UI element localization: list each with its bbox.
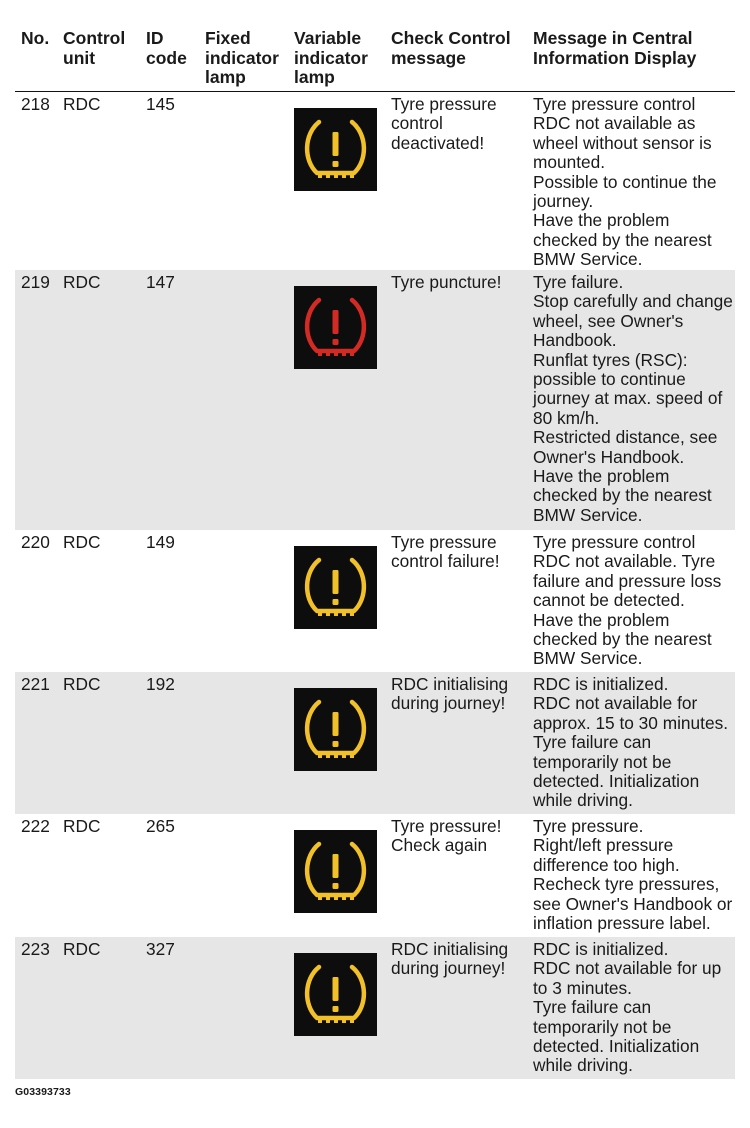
figure-code: G03393733	[15, 1086, 71, 1098]
text-line: cannot be detected.	[533, 590, 685, 611]
id-code: 327	[146, 939, 175, 959]
tyre-pressure-warning-icon	[294, 108, 377, 191]
text-line: Check again	[391, 835, 488, 856]
text-line: Tyre pressure	[391, 94, 497, 114]
header-variable-lamp: Variable indicator lamp	[294, 28, 368, 87]
text-line: checked by the nearest	[533, 485, 712, 506]
check-control-message	[391, 273, 531, 292]
indicator-table	[15, 0, 735, 1079]
text-line: inflation pressure label.	[533, 913, 711, 934]
text-line: Tyre puncture!	[391, 272, 502, 292]
table-row	[15, 672, 735, 814]
text-line: Restricted distance, see	[533, 427, 718, 448]
cid-message	[533, 533, 735, 669]
table-row	[15, 92, 735, 270]
text-line: control failure!	[391, 551, 500, 572]
text-line: deactivated!	[391, 132, 485, 153]
control-unit: RDC	[63, 272, 101, 292]
text-line: while driving.	[533, 1055, 633, 1076]
header-cid-message: Message in Central Information Display	[533, 28, 697, 68]
tyre-pressure-warning-icon	[294, 953, 377, 1036]
check-control-message	[391, 533, 531, 572]
text-line: Runflat tyres (RSC):	[533, 349, 688, 370]
text-line: difference too high.	[533, 854, 680, 875]
text-line: Tyre pressure	[391, 532, 497, 552]
check-control-message	[391, 95, 531, 153]
text-line: Tyre pressure!	[391, 816, 502, 836]
text-line: see Owner's Handbook or	[533, 893, 733, 914]
text-line: RDC initialising	[391, 939, 509, 959]
table-header	[15, 0, 735, 92]
text-line: Have the problem	[533, 466, 670, 487]
cid-message	[533, 940, 735, 1076]
table-row	[15, 937, 735, 1079]
text-line: detected. Initialization	[533, 771, 700, 792]
cid-message	[533, 95, 735, 270]
text-line: approx. 15 to 30 minutes.	[533, 712, 729, 733]
text-line: during journey!	[391, 958, 506, 979]
text-line: Handbook.	[533, 330, 617, 351]
id-code: 145	[146, 94, 175, 114]
text-line: journey at max. speed of	[533, 388, 723, 409]
text-line: failure and pressure loss	[533, 570, 722, 591]
control-unit: RDC	[63, 532, 101, 552]
text-line: Owner's Handbook.	[533, 446, 685, 467]
text-line: RDC is initialized.	[533, 674, 669, 694]
text-line: RDC not available. Tyre	[533, 551, 716, 572]
text-line: BMW Service.	[533, 249, 643, 270]
text-line: BMW Service.	[533, 648, 643, 669]
text-line: Recheck tyre pressures,	[533, 874, 720, 895]
text-line: Have the problem	[533, 210, 670, 231]
check-control-message	[391, 940, 531, 979]
control-unit: RDC	[63, 939, 101, 959]
text-line: temporarily not be	[533, 751, 672, 772]
control-unit: RDC	[63, 816, 101, 836]
tyre-pressure-warning-icon	[294, 830, 377, 913]
row-number: 220	[21, 532, 50, 552]
text-line: Stop carefully and change	[533, 291, 733, 312]
header-control-unit: Control unit	[63, 28, 126, 68]
cid-message	[533, 273, 735, 525]
text-line: Tyre failure can	[533, 997, 652, 1018]
text-line: Tyre failure.	[533, 272, 624, 292]
text-line: RDC not available as	[533, 113, 696, 134]
table-row	[15, 270, 735, 530]
control-unit: RDC	[63, 674, 101, 694]
table-row	[15, 530, 735, 672]
text-line: Tyre failure can	[533, 732, 652, 753]
text-line: to 3 minutes.	[533, 977, 632, 998]
text-line: temporarily not be	[533, 1016, 672, 1037]
row-number: 219	[21, 272, 50, 292]
table-body	[15, 92, 735, 1079]
text-line: during journey!	[391, 693, 506, 714]
cid-message	[533, 675, 735, 811]
text-line: RDC not available for	[533, 693, 698, 714]
row-number: 221	[21, 674, 50, 694]
id-code: 149	[146, 532, 175, 552]
check-control-message	[391, 817, 531, 856]
text-line: wheel without sensor is	[533, 132, 712, 153]
text-line: BMW Service.	[533, 504, 643, 525]
id-code: 192	[146, 674, 175, 694]
id-code: 265	[146, 816, 175, 836]
text-line: while driving.	[533, 790, 633, 811]
text-line: Have the problem	[533, 609, 670, 630]
cid-message	[533, 817, 735, 933]
tyre-pressure-warning-icon	[294, 286, 377, 369]
text-line: Tyre pressure control	[533, 94, 696, 114]
text-line: 80 km/h.	[533, 407, 600, 428]
row-number: 223	[21, 939, 50, 959]
header-id-code: ID code	[146, 28, 187, 68]
text-line: RDC not available for up	[533, 958, 722, 979]
text-line: Right/left pressure	[533, 835, 674, 856]
text-line: mounted.	[533, 152, 606, 173]
row-number: 218	[21, 94, 50, 114]
table-row	[15, 814, 735, 937]
row-number: 222	[21, 816, 50, 836]
text-line: possible to continue	[533, 369, 686, 390]
text-line: journey.	[533, 191, 594, 212]
tyre-pressure-warning-icon	[294, 688, 377, 771]
check-control-message	[391, 675, 531, 714]
text-line: detected. Initialization	[533, 1036, 700, 1057]
text-line: checked by the nearest	[533, 629, 712, 650]
header-no: No.	[21, 28, 50, 48]
text-line: Tyre pressure control	[533, 532, 696, 552]
text-line: wheel, see Owner's	[533, 310, 684, 331]
text-line: RDC is initialized.	[533, 939, 669, 959]
text-line: checked by the nearest	[533, 229, 712, 250]
header-check-control: Check Control message	[391, 28, 511, 68]
text-line: RDC initialising	[391, 674, 509, 694]
header-fixed-lamp: Fixed indicator lamp	[205, 28, 279, 87]
text-line: control	[391, 113, 443, 134]
text-line: Possible to continue the	[533, 171, 717, 192]
tyre-pressure-warning-icon	[294, 546, 377, 629]
control-unit: RDC	[63, 94, 101, 114]
id-code: 147	[146, 272, 175, 292]
text-line: Tyre pressure.	[533, 816, 644, 836]
